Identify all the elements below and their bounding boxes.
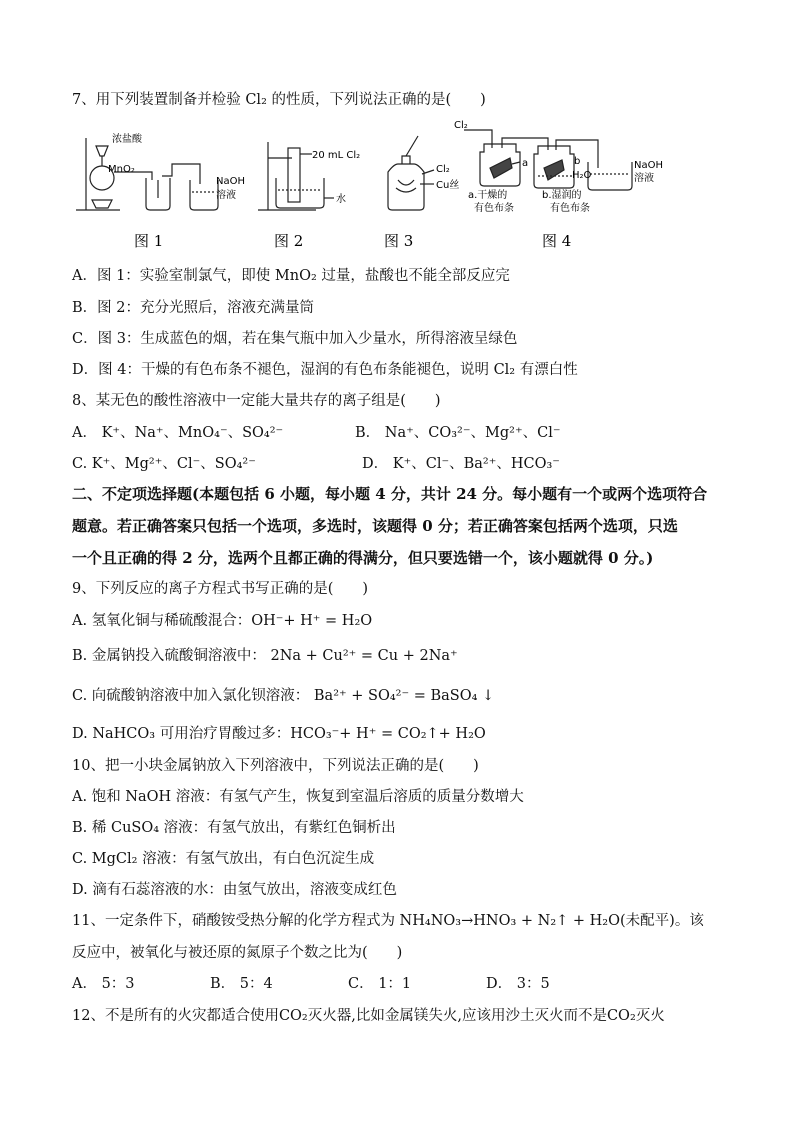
fig4-dry-label-1: a.干燥的: [468, 190, 508, 201]
fig4-wet-label-1: b.湿润的: [542, 190, 582, 201]
q12-line-1: 12、不是所有的火灾都适合使用CO₂灭火器,比如金属镁失火,应该用沙土灭火而不是CO₂灭火: [72, 1008, 665, 1024]
q8-option-a: A． K⁺、Na⁺、MnO₄⁻、SO₄²⁻: [72, 425, 284, 441]
fig1-mno2-label: MnO₂: [108, 164, 135, 175]
q9-stem: 9、下列反应的离子方程式书写正确的是( ): [72, 581, 369, 597]
fig1-caption: 图 1: [134, 232, 164, 250]
fig2-caption: 图 2: [274, 232, 304, 250]
q11-line-1: 11、一定条件下，硝酸铵受热分解的化学方程式为 NH₄NO₃→HNO₃ + N₂↑ + H₂O(未配平)。该: [72, 913, 704, 929]
q7-stem: 7、用下列装置制备并检验 Cl₂ 的性质，下列说法正确的是( ): [72, 92, 486, 108]
q10-option-a: A. 饱和 NaOH 溶液：有氢气产生，恢复到室温后溶质的质量分数增大: [72, 789, 524, 805]
fig3-cu-label: Cu丝: [436, 180, 460, 191]
fig4-cl2-label: Cl₂: [454, 120, 468, 131]
q8-option-c: C. K⁺、Mg²⁺、Cl⁻、SO₄²⁻: [72, 456, 256, 472]
fig2-cl2-label: 20 mL Cl₂: [312, 150, 361, 161]
fig3-cl2-label: Cl₂: [436, 164, 450, 175]
q10-option-c: C. MgCl₂ 溶液：有氢气放出，有白色沉淀生成: [72, 851, 375, 867]
q7-option-d: D．图 4：干燥的有色布条不褪色，湿润的有色布条能褪色，说明 Cl₂ 有漂白性: [72, 362, 578, 378]
q7-figure: [72, 118, 732, 258]
apparatus-diagram: [72, 118, 732, 258]
section2-line-2: 题意。若正确答案只包括一个选项，多选时，该题得 0 分；若正确答案包括两个选项，只选: [72, 517, 678, 535]
q7-option-b: B．图 2：充分光照后，溶液充满量筒: [72, 300, 314, 316]
fig1-apparatus: [76, 138, 218, 210]
q8-option-b: B． Na⁺、CO₃²⁻、Mg²⁺、Cl⁻: [355, 425, 561, 441]
section2-line-1: 二、不定项选择题(本题包括 6 小题，每小题 4 分，共计 24 分。每小题有一个或两个选项符合: [72, 485, 708, 503]
q8-option-d: D． K⁺、Cl⁻、Ba²⁺、HCO₃⁻: [362, 456, 560, 472]
fig3-caption: 图 3: [384, 232, 414, 250]
fig4-naoh-label: NaOH: [634, 160, 663, 171]
q10-stem: 10、把一小块金属钠放入下列溶液中，下列说法正确的是( ): [72, 758, 479, 774]
q9-option-a: A. 氢氧化铜与稀硫酸混合：OH⁻+ H⁺ = H₂O: [72, 613, 373, 629]
q7-option-a: A．图 1：实验室制氯气，即使 MnO₂ 过量，盐酸也不能全部反应完: [72, 268, 510, 284]
q11-option-b: B． 5：4: [210, 976, 273, 992]
fig4-b-label: b: [574, 156, 581, 167]
q9-option-b: B. 金属钠投入硫酸铜溶液中： 2Na + Cu²⁺ = Cu + 2Na⁺: [72, 648, 458, 664]
q7-option-c: C．图 3：生成蓝色的烟，若在集气瓶中加入少量水，所得溶液呈绿色: [72, 331, 518, 347]
q10-option-b: B. 稀 CuSO₄ 溶液：有氢气放出，有紫红色铜析出: [72, 820, 396, 836]
fig3-apparatus: [388, 136, 434, 210]
fig4-caption: 图 4: [542, 232, 572, 250]
q10-option-d: D. 滴有石蕊溶液的水：由氢气放出，溶液变成红色: [72, 882, 397, 898]
q9-option-c: C. 向硫酸钠溶液中加入氯化钡溶液： Ba²⁺ + SO₄²⁻ = BaSO₄ ↓: [72, 688, 495, 704]
fig2-water-label: 水: [336, 194, 346, 205]
q8-stem: 8、某无色的酸性溶液中一定能大量共存的离子组是( ): [72, 393, 441, 409]
fig1-naoh-label: NaOH: [216, 176, 245, 187]
fig4-a-label: a: [522, 158, 529, 169]
q11-option-d: D． 3：5: [486, 976, 550, 992]
q11-option-a: A． 5：3: [72, 976, 135, 992]
q11-line-2: 反应中，被氧化与被还原的氮原子个数之比为( ): [72, 945, 403, 961]
fig4-apparatus: [464, 130, 632, 190]
fig4-solution-label: 溶液: [634, 173, 654, 184]
section2-line-3: 一个且正确的得 2 分，选两个且都正确的得满分，但只要选错一个，该小题就得 0 分。): [72, 549, 654, 567]
fig4-wet-label-2: 有色布条: [550, 203, 590, 214]
q9-option-d: D. NaHCO₃ 可用治疗胃酸过多：HCO₃⁻+ H⁺ = CO₂↑+ H₂O: [72, 726, 486, 742]
fig4-dry-label-2: 有色布条: [474, 203, 514, 214]
q11-option-c: C． 1：1: [348, 976, 412, 992]
fig4-h2o-label: H₂O: [572, 170, 592, 181]
fig1-solution-label: 溶液: [216, 190, 236, 201]
fig1-acid-label: 浓盐酸: [112, 134, 142, 145]
